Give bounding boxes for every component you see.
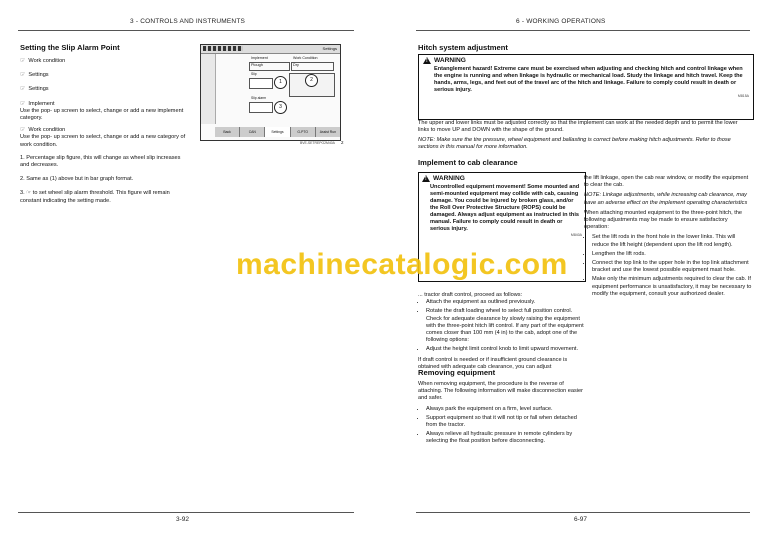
step-3 — [20, 86, 190, 93]
col2-para2: When attaching mounted equipment to the three-point hitch, the following adjustments may be made to ensure satisfactory operation: — [584, 209, 742, 231]
hand-pointer-icon: ☞ — [20, 86, 26, 93]
left-header-rule — [18, 30, 354, 31]
slip-label: Slip — [251, 72, 257, 76]
step-5 — [20, 127, 190, 149]
step-desc: Use the pop- up screen to select, change or add a new implement category. — [20, 107, 184, 122]
removing-bullets — [418, 406, 586, 446]
callout-2: 2 — [305, 74, 318, 87]
figure-tab-gpto: G-PTO — [291, 127, 316, 137]
warning-code: M815A — [737, 94, 749, 98]
clearance-col1 — [418, 292, 586, 371]
removing-para: When removing equipment, the procedure is the reverse of attaching. The following information will make disconnection easier and safer. — [418, 381, 583, 402]
step-label: Settings — [28, 72, 49, 79]
numbered-1: 1. Percentage slip figure, this will change as wheel slip increases and decreases. — [20, 154, 181, 169]
figure-col1: Implement — [251, 56, 268, 60]
list-item: • Adjust the height limit control knob to limit upward movement. — [426, 346, 586, 353]
figure-side-panel — [201, 54, 216, 124]
hitch-title: Hitch system adjustment — [418, 43, 508, 52]
callout-3: 3 — [274, 101, 287, 114]
warning-head — [422, 175, 582, 182]
numbered-2: 2. Same as (1) above but in bar graph format. — [20, 176, 134, 183]
implement-field: Plough — [249, 62, 290, 71]
hitch-note: NOTE: Make sure the tire pressure, wheel equipment and ballasting is correct before making hitch adjustments. Refer to those sections in this manual for more information. — [418, 137, 731, 151]
col2-bullets — [584, 234, 752, 298]
numbered-3: 3. ☞ to set wheel slip alarm threshold. This figure will remain constant indicating the setting made. — [20, 190, 170, 204]
slip-alarm-box — [249, 102, 273, 113]
step-1 — [20, 58, 190, 65]
removing-title: Removing equipment — [418, 368, 496, 377]
step-label: Work condition — [28, 58, 66, 64]
col2-para: the lift linkage, open the cab rear window, or modify the equipment to clear the cab. — [584, 175, 749, 189]
list-item: • Make only the minimum adjustments required to clear the cab. If equipment performance is unsatisfactory, it may be necessary to modify the equipment, consult your authorized dealer. — [592, 276, 752, 298]
left-page-number: 3-92 — [176, 516, 190, 523]
step-label: Implement — [28, 100, 55, 107]
hand-pointer-icon: ☞ — [20, 100, 26, 107]
removing-section — [418, 381, 586, 448]
col1-intro: ... tractor draft control, proceed as follows: — [418, 292, 523, 298]
slip-settings-figure — [200, 44, 341, 141]
figure-tab-assist: Assist Run — [319, 130, 337, 134]
warning-text: Uncontrolled equipment movement! Some mounted and semi-mounted equipment may collide with cab, causing damage. You could be injured by broken glass, and/or the Roll Over Protective Structure (ROPS) could be damaged. Always adjust equipment as instructed in this manual. Failure to comply could result in death or serious injury. — [430, 184, 580, 232]
callout-1: 1 — [274, 76, 287, 89]
slip-alarm-title: Setting the Slip Alarm Point — [20, 43, 120, 52]
slip-alarm-label: Slip alarm — [251, 96, 267, 100]
figure-caption: BVE-SETREPO2M40A — [300, 141, 335, 145]
clearance-title: Implement to cab clearance — [418, 158, 518, 167]
warning-box-entanglement — [418, 54, 754, 120]
col2-note: NOTE: Linkage adjustments, while increasing cab clearance, may have an adverse effect on the implement operating characteristics — [584, 192, 748, 206]
status-icons — [203, 46, 243, 51]
list-item: • Always relieve all hydraulic pressure in remote cylinders by selecting the float position before disconnecting. — [426, 431, 586, 445]
warning-text: Entanglement hazard! Extreme care must be exercised when adjusting and checking hitch and control linkage when the engine is running and when linkage is hydraulic or mechanical load. Study the linkage and hitch travel. Keep the hands, arms, legs, and feet out of the travel arc of the hitch and linkage. Failure to comply could result in death or serious injury. — [434, 66, 743, 93]
step-4 — [20, 101, 190, 123]
hitch-paragraph: The upper and lower links must be adjusted correctly so that the implement can work at the needed depth and to permit the lower links to move UP and DOWN with the shape of the ground. — [418, 120, 738, 134]
list-item: • Support equipment so that it will not tip or fall when detached from the tractor. — [426, 415, 586, 429]
warning-triangle-icon: ! — [422, 175, 430, 182]
list-item: • Always park the equipment on a firm, level surface. — [426, 406, 586, 413]
figure-col2: Work Condition — [293, 56, 318, 60]
left-footer-rule — [18, 512, 354, 513]
warning-head — [423, 57, 749, 64]
clearance-col2 — [584, 175, 752, 300]
left-header: 3 - CONTROLS AND INSTRUMENTS — [130, 18, 246, 25]
right-header: 6 - WORKING OPERATIONS — [516, 18, 606, 25]
watermark-text: machinecatalogic.com — [236, 248, 568, 281]
figure-tabbar — [215, 127, 340, 137]
warning-code: M840A — [570, 233, 582, 237]
list-item: • Set the lift rods in the front hole in the lower links. This will reduce the lift height (dependent upon the lift rod length). — [592, 234, 752, 248]
slip-percent-box — [249, 78, 273, 89]
warning-label: WARNING — [433, 175, 465, 182]
step-2 — [20, 72, 190, 79]
step-label: Work condition — [28, 127, 66, 134]
hand-pointer-icon: ☞ — [20, 127, 26, 134]
right-header-rule — [416, 30, 750, 31]
col1-bullets — [418, 299, 586, 353]
list-item: • Lengthen the lift rods. — [592, 251, 752, 258]
warning-triangle-icon: ! — [423, 57, 431, 64]
list-item: • Connect the top link to the upper hole in the top link attachment bracket and use the lowest possible equipment mast hole. — [592, 260, 752, 274]
right-footer-rule — [416, 512, 750, 513]
work-condition-field: Dry — [291, 62, 334, 71]
step-label: Settings — [28, 86, 49, 93]
list-item: • Rotate the draft loading wheel to select full position control. Check for adequate clearance by slowly raising the equipment with the three-point hitch lift control. If any part of the equipment comes closer than 100 mm (4 in) to the cab, adopt one of the following options: — [426, 308, 586, 344]
figure-settings-label: Settings — [322, 46, 337, 51]
list-item: • Attach the equipment as outlined previously. — [426, 299, 586, 306]
figure-tab-can: CAN — [240, 127, 265, 137]
step-desc: Use the pop- up screen to select, change or add a new category of work condition. — [20, 134, 186, 148]
figure-number: 2 — [341, 140, 344, 145]
figure-tab-back: Back — [215, 127, 240, 137]
figure-titlebar — [201, 45, 340, 54]
slip-steps — [20, 58, 190, 205]
hand-pointer-icon: ☞ — [20, 58, 26, 64]
right-page-number: 6-97 — [574, 516, 588, 523]
col1-para: If draft control is needed or if insufficient ground clearance is obtained with adequate cab clearance, you can adjust — [418, 356, 568, 370]
warning-label: WARNING — [434, 57, 466, 64]
figure-tab-settings: Settings — [265, 127, 290, 137]
hand-pointer-icon: ☞ — [20, 72, 26, 79]
